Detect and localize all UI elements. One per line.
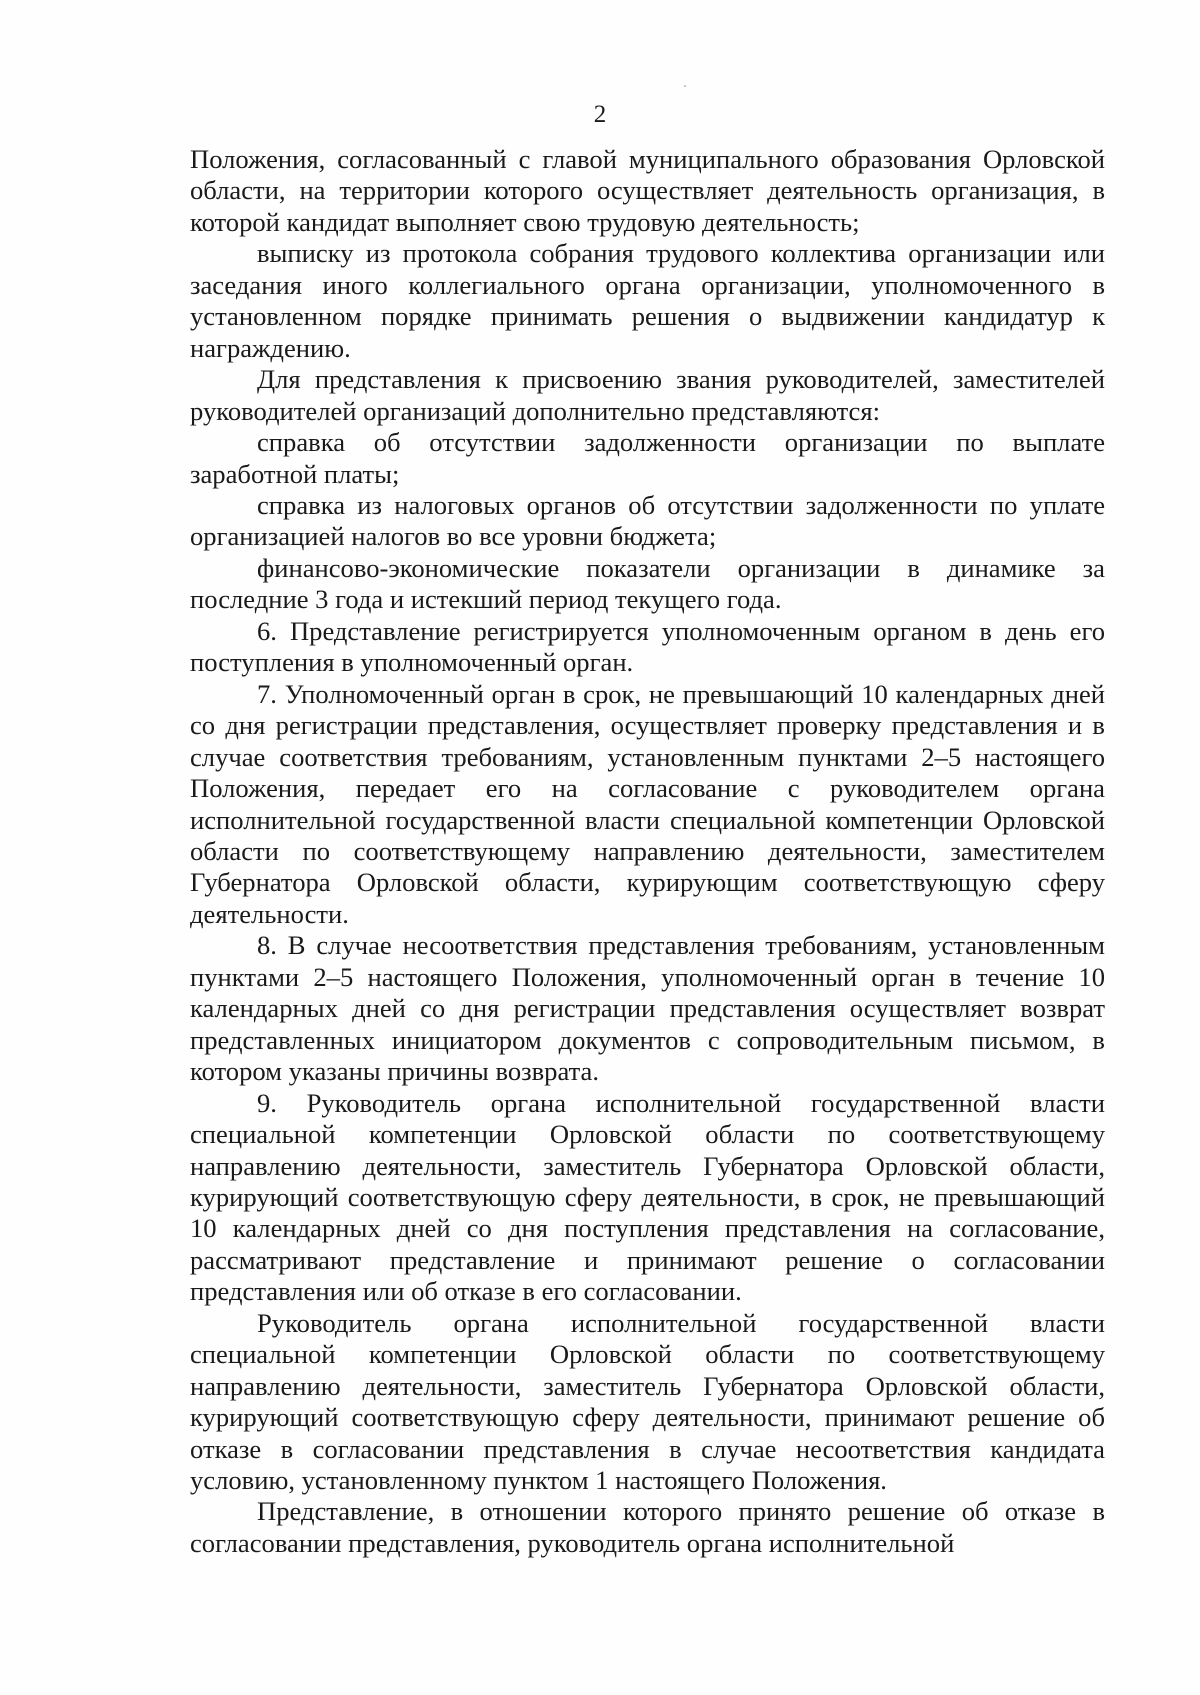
paragraph-approval-statement: Положения, согласованный с главой муниципального образования Орловской области, на территории которого осуществляет деятельность организация, в которой кандидат выполняет свою трудовую деятельность; [190,144,1105,237]
paragraph-item-8: 8. В случае несоответствия представления требованиям, установленным пунктами 2–5 настоящего Положения, уполномоченный орган в течение 10 календарных дней со дня регистрации представления осуществляет возврат представленных инициатором документов с сопроводительным письмом, в котором указаны причины возврата. [190,930,1105,1087]
paragraph-refusal-grounds: Руководитель органа исполнительной государственной власти специальной компетенции Орловской области по соответствующему направлению деятельности, заместитель Губернатора Орловской области, курирующий соответствующую сферу деятельности, принимают решение об отказе в согласовании представления в случае несоответствия кандидата условию, установленному пунктом 1 настоящего Положения. [190,1307,1105,1496]
paragraph-item-7: 7. Уполномоченный орган в срок, не превышающий 10 календарных дней со дня регистрации представления, осуществляет проверку представления и в случае соответствия требованиям, установленным пунктами 2–5 настоящего Положения, передает его на согласование с руководителем органа исполнительной государственной власти специальной компетенции Орловской области по соответствующему направлению деятельности, заместителем Губернатора Орловской области, курирующим соответствующую сферу деятельности. [190,678,1105,929]
paragraph-protocol-extract: выписку из протокола собрания трудового коллектива организации или заседания иного коллегиального органа организации, уполномоченного в установленном порядке принимать решения о выдвижении кандидатур к награждению. [190,238,1105,363]
paragraph-financial-indicators: финансово-экономические показатели организации в динамике за последние 3 года и истекший период текущего года. [190,552,1105,615]
paragraph-item-9: 9. Руководитель органа исполнительной государственной власти специальной компетенции Орловской области по соответствующему направлению деятельности, заместитель Губернатора Орловской области, курирующий соответствующую сферу деятельности, в срок, не превышающий 10 календарных дней со дня поступления представления на согласование, рассматривают представление и принимают решение о согласовании представления или об отказе в его согласовании. [190,1087,1105,1307]
paragraph-refused-submission: Представление, в отношении которого принято решение об отказе в согласовании представления, руководитель органа исполнительной [190,1496,1105,1558]
paragraph-item-6: 6. Представление регистрируется уполномоченным органом в день его поступления в уполномоченный орган. [190,615,1105,678]
document-body [190,144,1105,1559]
paragraph-salary-debt-certificate: справка об отсутствии задолженности организации по выплате заработной платы; [190,427,1105,489]
paragraph-managers-requirements: Для представления к присвоению звания руководителей, заместителей руководителей организаций дополнительно представляются: [190,364,1105,426]
paragraph-tax-debt-certificate: справка из налоговых органов об отсутствии задолженности по уплате организацией налогов во все уровни бюджета; [190,489,1105,552]
scan-speck [684,85,686,87]
page-number: 2 [593,101,607,128]
